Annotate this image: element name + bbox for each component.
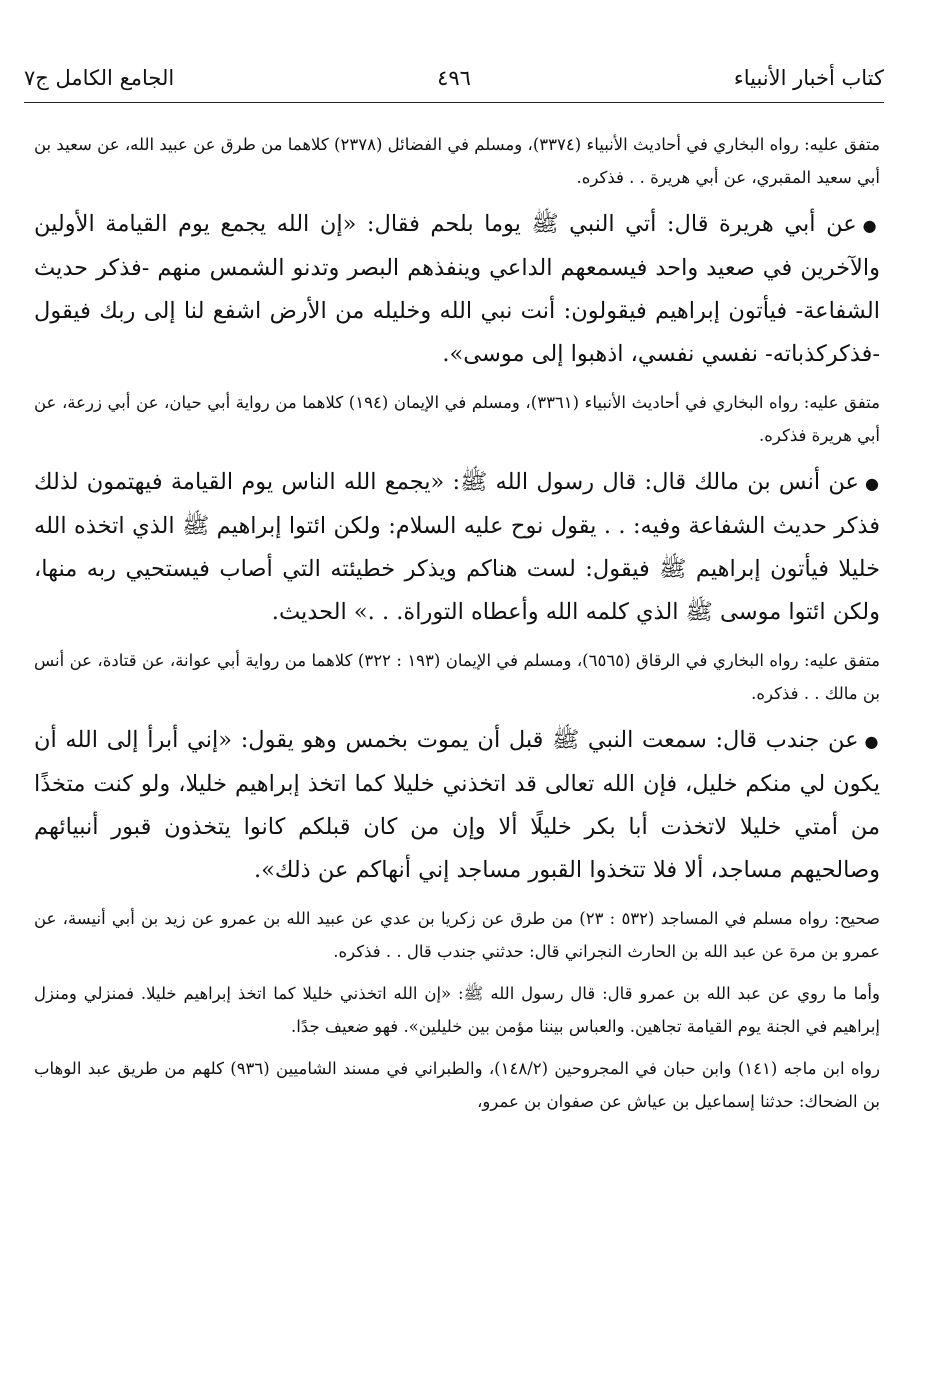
weak-narration-note: وأما ما روي عن عبد الله بن عمرو قال: قال رسول الله ﷺ: «إن الله اتخذني خليلا كما اتخذ إبراهيم خليلا. فمنزلي ومنزل إبراهيم في الجنة يوم القيامة تجاهين. والعباس بيننا مؤمن بين خليلين». فهو ضعيف جدًا. [34,984,880,1036]
hadith-paragraph-2 [34,461,880,634]
running-head-book-title: الجامع الكامل ج٧ [24,66,175,90]
page-header [24,60,884,103]
bullet-icon: ● [864,732,880,751]
hadith-text-2: عن أنس بن مالك قال: قال رسول الله ﷺ: «يجمع الله الناس يوم القيامة فيهتمون لذلك فذكر حديث الشفاعة وفيه: . . يقول نوح عليه السلام: ولكن ائتوا إبراهيم ﷺ الذي اتخذه الله خليلا فيأتون إبراهيم ﷺ فيقول: لست هناكم ويذكر خطيئته التي أصاب فيستحيي ربه منها، ولكن ائتوا موسى ﷺ الذي كلمه الله وأعطاه التوراة. . .» الحديث. [34,469,880,625]
page-number: ٤٩٦ [437,66,471,90]
hadith-text-1: عن أبي هريرة قال: أتي النبي ﷺ يوما بلحم فقال: «إن الله يجمع يوم القيامة الأولين والآخرين في صعيد واحد فيسمعهم الداعي وينفذهم البصر وتدنو الشمس منهم -فذكر حديث الشفاعة- فيأتون إبراهيم فيقولون: أنت نبي الله وخليله من الأرض اشفع لنا إلى ربك فيقول -فذكركذباته- نفسي نفسي، اذهبوا إلى موسى». [34,211,880,367]
hadith-paragraph-3 [34,719,880,892]
hadith-text-3: عن جندب قال: سمعت النبي ﷺ قبل أن يموت بخمس وهو يقول: «إني أبرأ إلى الله أن يكون لي منكم خليل، فإن الله تعالى قد اتخذني خليلا كما اتخذ إبراهيم خليلا، ولو كنت متخذًا من أمتي خليلا لاتخذت أبا بكر خليلًا ألا وإن من كان قبلكم كانوا يتخذون قبور أنبيائهم وصالحيهم مساجد، ألا فلا تتخذوا القبور مساجد إني أنهاكم عن ذلك». [34,727,880,883]
running-head-section: كتاب أخبار الأنبياء [733,66,884,90]
bullet-icon: ● [864,474,880,493]
takhrij-note-4: صحيح: رواه مسلم في المساجد (٥٣٢ : ٢٣) من طرق عن زكريا بن عدي عن عبيد الله بن عمرو عن زيد بن أبي أنيسة، عن عمرو بن مرة عن عبد الله بن الحارث النجراني قال: حدثني جندب قال . . فذكره. [34,909,880,961]
takhrij-note-3: متفق عليه: رواه البخاري في الرقاق (٦٥٦٥)، ومسلم في الإيمان (١٩٣ : ٣٢٢) كلاهما من رواية أبي عوانة، عن قتادة، عن أنس بن مالك . . فذكره. [34,651,880,703]
takhrij-note-1: متفق عليه: رواه البخاري في أحاديث الأنبياء (٣٣٧٤)، ومسلم في الفضائل (٢٣٧٨) كلاهما من طرق عن عبيد الله، عن سعيد بن أبي سعيد المقبري، عن أبي هريرة . . فذكره. [34,135,880,187]
hadith-paragraph-1 [34,203,880,376]
bullet-icon: ● [862,216,880,235]
takhrij-note-5: رواه ابن ماجه (١٤١) وابن حبان في المجروحين (١٤٨/٢)، والطبراني في مسند الشاميين (٩٣٦) كلهم من طريق عبد الوهاب بن الضحاك: حدثنا إسماعيل بن عياش عن صفوان بن عمرو، [34,1059,880,1111]
takhrij-note-2: متفق عليه: رواه البخاري في أحاديث الأنبياء (٣٣٦١)، ومسلم في الإيمان (١٩٤) كلاهما من رواية أبي حيان، عن أبي زرعة، عن أبي هريرة فذكره. [34,393,880,445]
page-body [34,128,880,1127]
